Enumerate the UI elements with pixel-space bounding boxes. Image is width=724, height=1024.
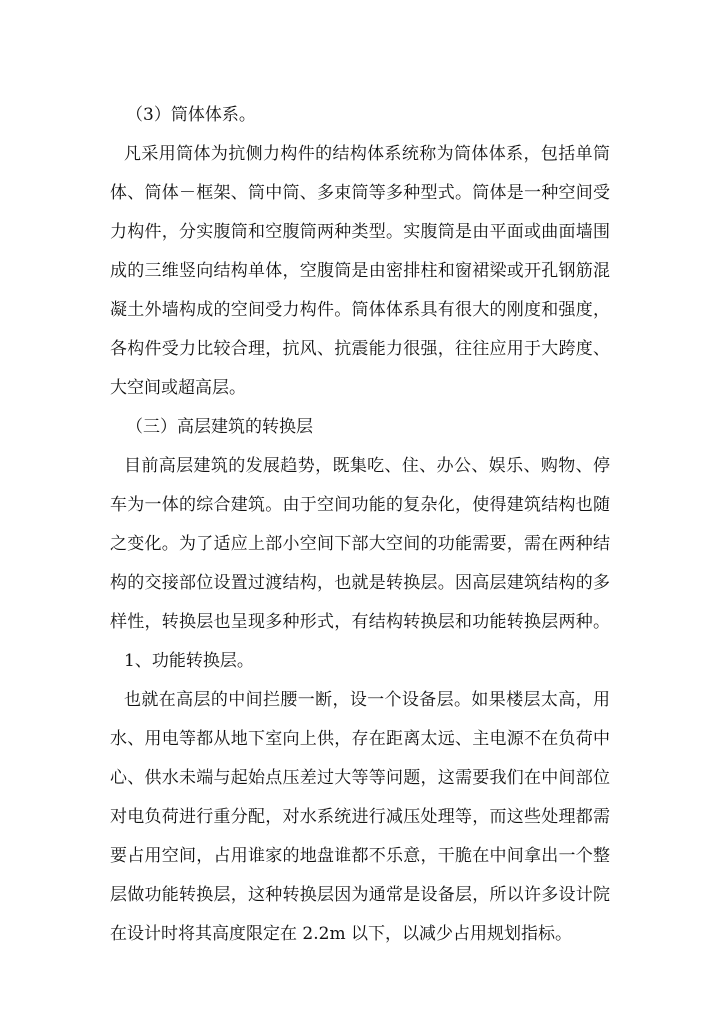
paragraph-line: 构的交接部位设置过渡结构，也就是转换层。因高层建筑结构的多	[110, 573, 610, 593]
paragraph-line: 之变化。为了适应上部小空间下部大空间的功能需要，需在两种结	[110, 534, 610, 554]
paragraph-line: 样性，转换层也呈现多种形式，有结构转换层和功能转换层两种。	[110, 612, 610, 632]
paragraph-line: 目前高层建筑的发展趋势，既集吃、住、办公、娱乐、购物、停	[124, 456, 610, 476]
paragraph-line: 在设计时将其高度限定在 2.2m 以下，以减少占用规划指标。	[110, 924, 572, 944]
paragraph-line: 力构件，分实腹筒和空腹筒两种类型。实腹筒是由平面或曲面墙围	[110, 222, 610, 242]
paragraph-line: 对电负荷进行重分配，对水系统进行减压处理等，而这些处理都需	[110, 807, 610, 827]
section-heading-transfer-floor: （三）高层建筑的转换层	[126, 417, 313, 437]
paragraph-line: 各构件受力比较合理，抗风、抗震能力很强，往往应用于大跨度、	[110, 339, 610, 359]
paragraph-line: 凡采用筒体为抗侧力构件的结构体系统称为筒体体系，包括单筒	[124, 144, 610, 164]
document-body	[110, 96, 610, 954]
paragraph-line: 车为一体的综合建筑。由于空间功能的复杂化，使得建筑结构也随	[110, 495, 610, 515]
paragraph-line: 体、筒体－框架、筒中筒、多束筒等多种型式。筒体是一种空间受	[110, 183, 610, 203]
paragraph-line: 凝土外墙构成的空间受力构件。筒体体系具有很大的刚度和强度，	[110, 300, 610, 320]
paragraph-line: 也就在高层的中间拦腰一断，设一个设备层。如果楼层太高，用	[124, 690, 610, 710]
paragraph-line: 要占用空间，占用谁家的地盘谁都不乐意，干脆在中间拿出一个整	[110, 846, 610, 866]
section-heading-functional-transfer: 1、功能转换层。	[124, 651, 254, 671]
paragraph-line: 层做功能转换层，这种转换层因为通常是设备层，所以许多设计院	[110, 885, 610, 905]
section-heading-tube-system: （3）筒体体系。	[126, 105, 256, 125]
paragraph-line: 水、用电等都从地下室向上供，存在距离太远、主电源不在负荷中	[110, 729, 610, 749]
paragraph-line: 大空间或超高层。	[110, 378, 246, 398]
paragraph-line: 心、供水未端与起始点压差过大等等问题，这需要我们在中间部位	[110, 768, 610, 788]
paragraph-line: 成的三维竖向结构单体，空腹筒是由密排柱和窗裙梁或开孔钢筋混	[110, 261, 610, 281]
